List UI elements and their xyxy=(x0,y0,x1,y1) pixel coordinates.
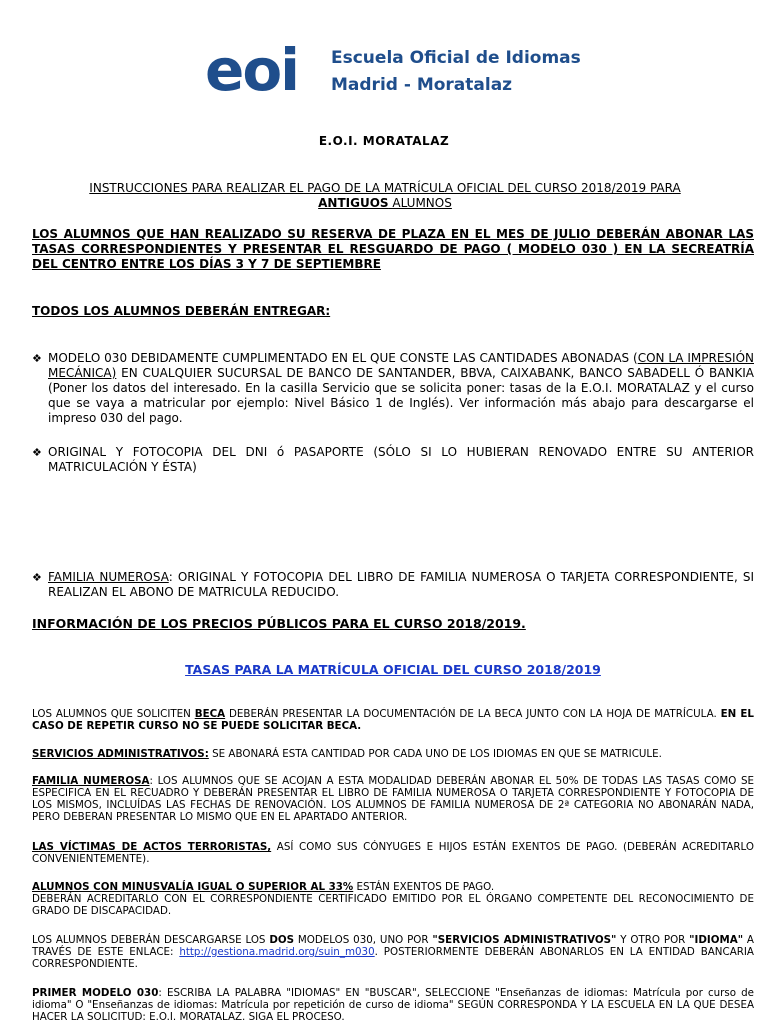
instructions-antiguos: ANTIGUOS xyxy=(318,196,389,210)
paragraph-minusvalia xyxy=(32,881,754,917)
paragraph-familia-numerosa xyxy=(32,775,754,823)
descarga-idioma: "IDIOMA" xyxy=(689,934,744,946)
todos-heading: TODOS LOS ALUMNOS DEBERÁN ENTREGAR: xyxy=(32,304,331,318)
bullet-familia-numerosa xyxy=(48,570,754,600)
primer-modelo-text: : ESCRIBA LA PALABRA "IDIOMAS" EN "BUSCAR", SELECCIONE "Enseñanzas de idiomas: Matrícula por curso de idioma" O "Enseñanzas de idiomas: Matrícula por repetición de curso de idioma" SEGÚN CORRESPONDA Y LA ESCUELA EN LA QUE DESEA HACER LA SOLICITUD: E.O.I. MORATALAZ. SIGA EL PROCESO. xyxy=(32,987,754,1023)
descarga-servicios: "SERVICIOS ADMINISTRATIVOS" xyxy=(432,934,617,946)
bullet-modelo-text-a: MODELO 030 DEBIDAMENTE CUMPLIMENTADO EN EL QUE CONSTE LAS CANTIDADES ABONADAS ( xyxy=(48,351,638,365)
descarga-text-a: LOS ALUMNOS DEBERÁN DESCARGARSE LOS xyxy=(32,934,270,946)
bullet-dni: ORIGINAL Y FOTOCOPIA DEL DNI ó PASAPORTE (SÓLO SI LO HUBIERAN RENOVADO ENTRE SU ANTERIOR MATRICULACIÓN Y ÉSTA) xyxy=(48,445,754,474)
bullet-modelo-030 xyxy=(48,351,754,426)
primer-modelo-label: PRIMER MODELO 030 xyxy=(32,987,159,999)
tasas-title: TASAS PARA LA MATRÍCULA OFICIAL DEL CURSO 2018/2019 xyxy=(185,662,601,677)
victimas-text: ASÍ COMO SUS CÓNYUGES E HIJOS ESTÁN EXENTOS DE PAGO. (DEBERÁN ACREDITARLO CONVENIENTEMENTE). xyxy=(32,841,754,865)
beca-text-c: DEBERÁN PRESENTAR LA DOCUMENTACIÓN DE LA BECA JUNTO CON LA HOJA DE MATRÍCULA. xyxy=(225,708,721,720)
modelo-030-link[interactable]: http://gestiona.madrid.org/suin_m030 xyxy=(179,946,375,958)
diamond-bullet-icon: ❖ xyxy=(32,446,42,459)
logo-school-location: Madrid - Moratalaz xyxy=(331,75,513,95)
diamond-bullet-icon: ❖ xyxy=(32,352,42,365)
paragraph-descarga xyxy=(32,934,754,970)
minusvalia-label: ALUMNOS CON MINUSVALÍA IGUAL O SUPERIOR AL 33% xyxy=(32,881,354,893)
familia-label: FAMILIA NUMEROSA xyxy=(32,775,150,787)
instructions-title xyxy=(40,181,730,211)
bullet-modelo-text-b: EN CUALQUIER SUCURSAL DE BANCO DE SANTANDER, BBVA, CAIXABANK, BANCO SABADELL Ó BANKIA (Poner los datos del interesado. En la casilla Servicio que se solicita poner: tasas de la E.O.I. MORATALAZ y el curso que se vaya a matricular por ejemplo: Nivel Básico 1 de Inglés). Ver información más abajo para descargarse el impreso 030 del pago. xyxy=(48,366,754,425)
paragraph-victimas xyxy=(32,841,754,865)
logo-school-name: Escuela Oficial de Idiomas xyxy=(331,48,581,68)
beca-keyword: BECA xyxy=(194,708,226,720)
beca-text-a: LOS ALUMNOS QUE SOLICITEN xyxy=(32,708,195,720)
page-heading: E.O.I. MORATALAZ xyxy=(318,134,450,148)
paragraph-primer-modelo xyxy=(32,987,754,1023)
minusvalia-detail: DEBERÁN ACREDITARLO CON EL CORRESPONDIENTE CERTIFICADO EMITIDO POR EL ÓRGANO COMPETENTE DEL RECONOCIMIENTO DE GRADO DE DISCAPACIDAD. xyxy=(32,893,754,917)
familia-text: : LOS ALUMNOS QUE SE ACOJAN A ESTA MODALIDAD DEBERÁN ABONAR EL 50% DE TODAS LAS TASAS COMO SE ESPECIFICA EN EL RECUADRO Y DEBERÁN PRESENTAR EL LIBRO DE FAMILIA NUMEROSA O TARJETA CORRESPONDIENTE Y FOTOCOPIA DE LOS MISMOS, INCLUÍDAS LAS FECHAS DE RENOVACIÓN. LOS ALUMNOS DE FAMILIA NUMEROSA DE 2ª CATEGORIA NO ABONARÁN NADA, PERO DEBERAN PRESENTAR LO MISMO QUE EN EL APARTADO ANTERIOR. xyxy=(32,775,754,823)
bullet-familia-text: : ORIGINAL Y FOTOCOPIA DEL LIBRO DE FAMILIA NUMEROSA O TARJETA CORRESPONDIENTE, SI REALIZAN EL ABONO DE MATRICULA REDUCIDO. xyxy=(48,570,755,599)
eoi-logo-mark: eoi xyxy=(205,36,299,104)
descarga-text-h: . POSTERIORMENTE DEBERÁN ABONARLOS EN LA ENTIDAD BANCARIA CORRESPONDIENTE. xyxy=(32,946,754,970)
instructions-line1: INSTRUCCIONES PARA REALIZAR EL PAGO DE LA MATRÍCULA OFICIAL DEL CURSO 2018/2019 PARA xyxy=(89,181,681,195)
victimas-label: LAS VÍCTIMAS DE ACTOS TERRORISTAS, xyxy=(32,841,272,853)
info-prices-heading: INFORMACIÓN DE LOS PRECIOS PÚBLICOS PARA EL CURSO 2018/2019. xyxy=(32,616,526,631)
instructions-alumnos: ALUMNOS xyxy=(388,196,452,210)
paragraph-servicios xyxy=(32,748,754,760)
descarga-text-c: MODELOS 030, UNO POR xyxy=(294,934,433,946)
descarga-text-g: A TRAVÉS DE ESTE ENLACE: xyxy=(32,934,754,958)
diamond-bullet-icon: ❖ xyxy=(32,571,42,584)
descarga-text-e: Y OTRO POR xyxy=(616,934,690,946)
servicios-text: SE ABONARÁ ESTA CANTIDAD POR CADA UNO DE LOS IDIOMAS EN QUE SE MATRICULE. xyxy=(208,748,662,760)
minusvalia-text: ESTÁN EXENTOS DE PAGO. xyxy=(353,881,495,893)
descarga-dos: DOS xyxy=(269,934,295,946)
servicios-label: SERVICIOS ADMINISTRATIVOS: xyxy=(32,748,209,760)
july-reservation-warning: LOS ALUMNOS QUE HAN REALIZADO SU RESERVA DE PLAZA EN EL MES DE JULIO DEBERÁN ABONAR LAS TASAS CORRESPONDIENTES Y PRESENTAR EL RESGUARDO DE PAGO ( MODELO 030 ) EN LA SECREATRÍA DEL CENTRO ENTRE LOS DÍAS 3 Y 7 DE SEPTIEMBRE xyxy=(32,227,754,271)
bullet-familia-label: FAMILIA NUMEROSA xyxy=(48,570,169,584)
paragraph-beca xyxy=(32,708,754,732)
bullet-modelo-text-underlined: CON LA IMPRESIÓN MECÁNICA) xyxy=(48,351,754,380)
beca-warning: EN EL CASO DE REPETIR CURSO NO SE PUEDE SOLICITAR BECA. xyxy=(32,708,754,732)
